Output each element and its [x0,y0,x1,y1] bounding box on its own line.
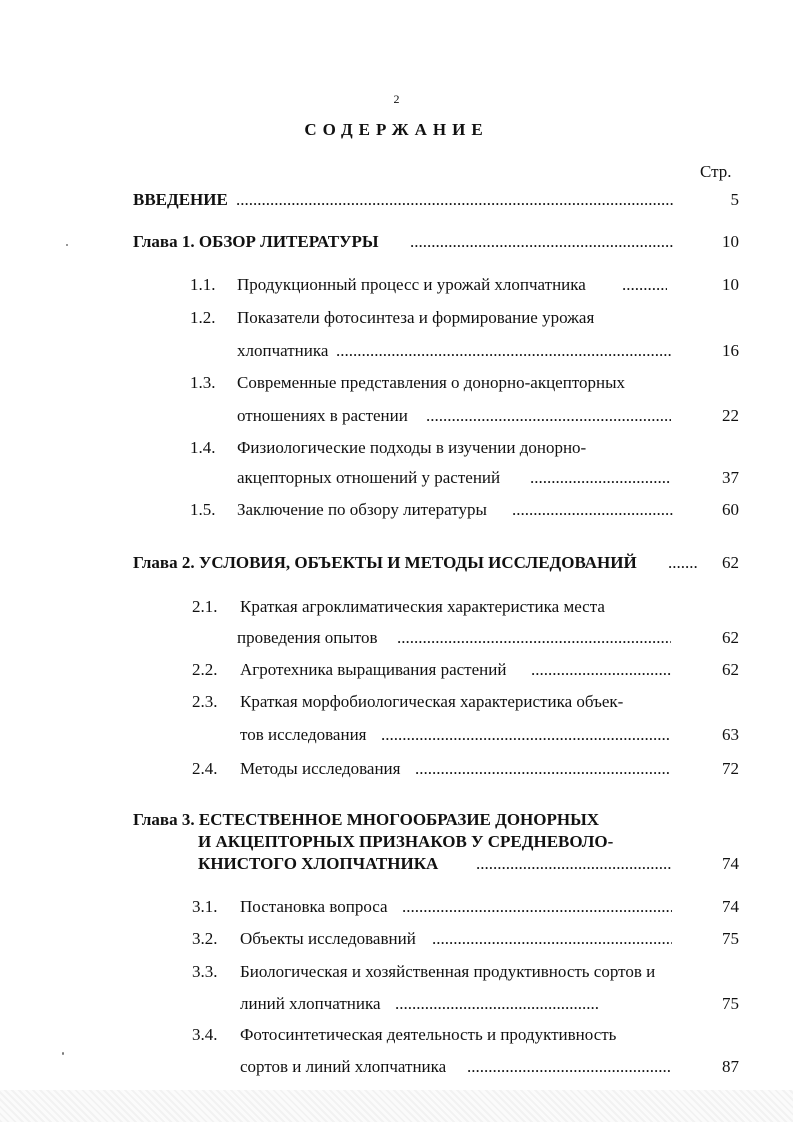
toc-section-number: 1.1. [190,275,216,294]
toc-section-1-4[interactable]: Физиологические подходы в изучении донорно- [237,438,587,457]
toc-leader [402,897,672,917]
toc-leader [432,929,672,949]
toc-chapter-2-page: 62 [722,553,739,572]
toc-section-1-1[interactable]: Продукционный процесс и урожай хлопчатника [237,275,586,294]
toc-intro-page: 5 [730,190,739,209]
toc-chapter-3-cont[interactable]: И АКЦЕПТОРНЫХ ПРИЗНАКОВ У СРЕДНЕВОЛО- [198,832,614,851]
page-title: СОДЕРЖАНИЕ [304,120,489,139]
toc-section-number: 3.4. [192,1025,218,1044]
toc-section-number: 3.2. [192,929,218,948]
toc-leader [336,341,671,361]
toc-section-3-3[interactable]: Биологическая и хозяйственная продуктивность сортов и [240,962,656,981]
toc-section-number: 2.4. [192,759,218,778]
toc-section-3-3-cont[interactable]: линий хлопчатника [240,994,381,1013]
toc-section-3-4[interactable]: Фотосинтетическая деятельность и продуктивность [240,1025,617,1044]
toc-section-page: 75 [722,994,739,1013]
toc-leader [415,759,671,779]
toc-section-page: 60 [722,500,739,519]
toc-section-page: 16 [722,341,739,360]
toc-section-page: 75 [722,929,739,948]
toc-leader [395,994,600,1014]
toc-section-1-3-cont[interactable]: отношениях в растении [237,406,408,425]
toc-section-1-2-cont[interactable]: хлопчатника [237,341,329,360]
toc-leader [622,275,667,295]
toc-chapter-1-page: 10 [722,232,739,251]
toc-section-page: 22 [722,406,739,425]
toc-section-1-5[interactable]: Заключение по обзору литературы [237,500,487,519]
toc-leader [476,854,672,874]
scan-bottom-edge [0,1090,793,1122]
toc-leader [410,232,674,252]
toc-leader [397,628,671,648]
toc-section-number: 1.3. [190,373,216,392]
toc-section-3-1[interactable]: Постановка вопроса [240,897,388,916]
toc-leader [236,190,674,210]
page-number: 2 [393,92,400,106]
page-column-header: Стр. [700,162,732,181]
toc-section-page: 37 [722,468,739,487]
toc-section-number: 3.3. [192,962,218,981]
toc-leader [381,725,671,745]
toc-chapter-3-cont[interactable]: КНИСТОГО ХЛОПЧАТНИКА [198,854,439,873]
toc-section-number: 2.1. [192,597,218,616]
toc-section-page: 74 [722,897,739,916]
toc-section-1-2[interactable]: Показатели фотосинтеза и формирование урожая [237,308,595,327]
toc-chapter-2[interactable]: Глава 2. УСЛОВИЯ, ОБЪЕКТЫ И МЕТОДЫ ИССЛЕДОВАНИЙ [133,553,637,572]
toc-section-page: 10 [722,275,739,294]
toc-section-number: 2.3. [192,692,218,711]
toc-chapter-3-page: 74 [722,854,739,873]
toc-section-number: 1.5. [190,500,216,519]
toc-section-page: 72 [722,759,739,778]
toc-section-1-4-cont[interactable]: акцепторных отношений у растений [237,468,501,487]
toc-leader [426,406,671,426]
toc-section-number: 2.2. [192,660,218,679]
toc-leader [467,1057,672,1077]
toc-intro-label[interactable]: ВВЕДЕНИЕ [133,190,228,209]
toc-section-2-1[interactable]: Краткая агроклиматическия характеристика места [240,597,605,616]
toc-leader [668,553,698,573]
toc-leader [531,660,671,680]
toc-section-1-3[interactable]: Современные представления о донорно-акцепторных [237,373,626,392]
toc-leader [512,500,674,520]
toc-section-page: 62 [722,660,739,679]
toc-section-page: 62 [722,628,739,647]
toc-section-2-4[interactable]: Методы исследования [240,759,401,778]
toc-section-3-2[interactable]: Объекты исследовавний [240,929,416,948]
toc-section-number: 1.4. [190,438,216,457]
scan-speck [66,244,68,246]
toc-section-number: 3.1. [192,897,218,916]
toc-section-2-2[interactable]: Агротехника выращивания растений [240,660,507,679]
toc-section-2-3[interactable]: Краткая морфобиологическая характеристика объек- [240,692,624,711]
toc-chapter-3[interactable]: Глава 3. ЕСТЕСТВЕННОЕ МНОГООБРАЗИЕ ДОНОРНЫХ [133,810,600,829]
toc-section-2-3-cont[interactable]: тов исследования [240,725,367,744]
toc-section-2-1-cont[interactable]: проведения опытов [237,628,378,647]
scan-speck [62,1052,64,1055]
toc-section-page: 87 [722,1057,739,1076]
toc-section-3-4-cont[interactable]: сортов и линий хлопчатника [240,1057,447,1076]
toc-section-number: 1.2. [190,308,216,327]
toc-leader [530,468,670,488]
toc-section-page: 63 [722,725,739,744]
toc-chapter-1[interactable]: Глава 1. ОБЗОР ЛИТЕРАТУРЫ [133,232,379,251]
